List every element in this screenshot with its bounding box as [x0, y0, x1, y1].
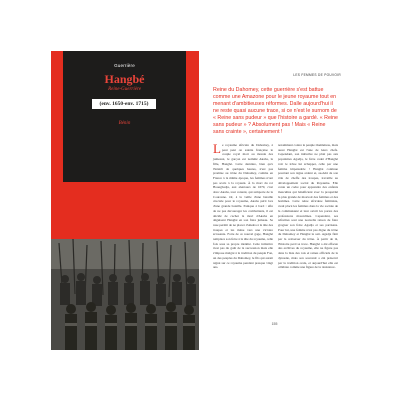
body-column-right [278, 143, 338, 270]
title-box [63, 51, 186, 182]
body-text-left: e royaume africain du Dahomey, à peut peut on salette française le couple royal mort au monde des jumeaux, le garçon est nommé Akaba, la fille, Hangbé. Cette dernière, bien qu'a l'intérêt de quelques heures, n'est pas promise au trône du Dahomey, comme en France à la même époque, les femmes n'ont pas accès à la royauté. À la mort du roi Houegbadja, aux alentours de 1670, c'est donc Akaba, tout content, qui remporte de la Couronne. Or, à la veille d'une bataille cruciale pour le royaume, Akaba périt lors d'une grande bataille. Panique à bord : afin de ne pas décourager les combattants, il est décidé de cacher la mort d'Akaba en déguisant Hangbé en son frère jumeau. Sa ruse permit de ne placer d'Akaba à la tête des troupes et les mène vers une victoire écrasante. Forte de ce nouvel gage, Hangbé remplace son frère à la tête du royaume, celle fois sous sa propre identité. Cette initiative n'est pas du goût de la succession mais elle s'impose malgré à la tradition du peuple Fon, un des peuples du Dahomey, le fils qui aurait régné sur ce royaume pendant presque vingt ans. [213, 143, 273, 270]
right-page [200, 51, 349, 350]
historical-photo [51, 239, 199, 350]
body-text-right: notamment contre le peuple Ouéménou, mais aussi Hangbé est l'une de leurs chefs. Cependant, son initiative ne plait pas aux populaires Agadja, le frère cadet d'Hangbé voit le trône lui échapper, celle par une femme impensable ! Hangbé continue pourtant son règne ardent et, au-delà de son rôle de cheffe des troupes, travaille au développement social du Royaume. Elle conte un cadre pour apprendre des enfants masculins qui bénéficient avec la prospérité la plus grande de mouvoir des femmes et des hommes. Cette reine africaine féministe, avait placé les femmes dans la vie sociale de la communauté et leur ouvrit les portes des professions masculines. Cependant, ses réformes sont une nouvelle raison de faire grogner son frère Agadja et ses partisans. Pour lui, une femme n'est pas digne du trône du Dahomey et Hangbé le sait. Agadja finit par la renverser du trône. À partir de là, l'histoire perd sa trace. Hangbé a été effacée des archives du royaume, elle ne figure pas dans la liste des rois et reines officiels de la dynastie, mais son souvenir a été préservé par la tradition orale, et aujourd'hui elle est célébrée comme une figure de la résistance. [278, 143, 338, 270]
warriors-photo-illustration [51, 239, 199, 350]
drop-cap: L [213, 141, 221, 156]
heroine-epithet: Reine-Guerrière [108, 87, 141, 92]
page-number: 155 [271, 322, 278, 326]
body-column-left [213, 143, 273, 270]
category-label: Guerrière [114, 63, 135, 68]
intro-paragraph: Reine du Dahomey, cette guerrière s'est battue comme une Amazone pour le jeune royaume tout en menant d'ambitieuses réformes. Dalle aujourd'hui il ne reste quasi aucune trace, si ce n'est le surnom de « Reine sans pudeur » que l'histoire a gardé. « Reine sans pudeur » ? Absolument pas ! Mais « Reine sans crainte », certainement ! [213, 87, 338, 135]
running-head: LES FEMMES DE POUVOIR [293, 73, 341, 77]
heroine-location: Bénin [118, 121, 131, 126]
heroine-name: Hangbé [104, 72, 145, 86]
heroine-dates: (env. 1650-env. 1715) [92, 99, 156, 109]
left-page [51, 51, 199, 350]
